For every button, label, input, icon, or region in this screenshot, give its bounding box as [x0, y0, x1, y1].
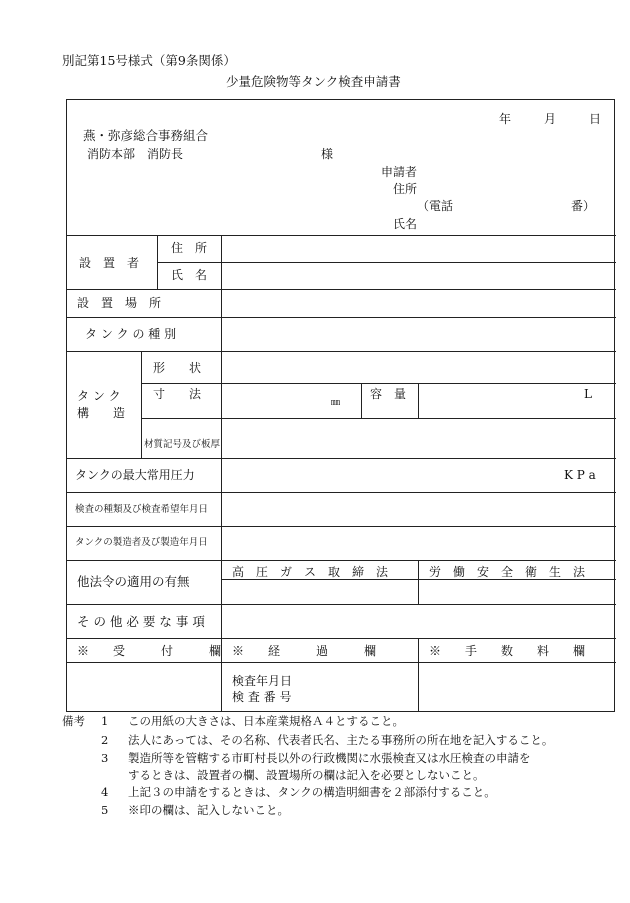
rule-capacity-left	[361, 383, 362, 418]
rule-location-bottom	[67, 317, 616, 318]
tank-type-label: タ ン ク の 種 別	[85, 327, 177, 341]
date-month: 月	[544, 112, 557, 126]
applicant-address-label: 住所	[393, 182, 418, 196]
max-pressure-label: タンクの最大常用圧力	[75, 468, 195, 482]
applicant-name-label: 氏名	[393, 217, 418, 231]
inspection-date-label: 検査年月日	[232, 674, 293, 688]
remark-4-text: 上記３の申請をするときは、タンクの構造明細書を２部添付すること。	[128, 785, 496, 799]
installer-address-label: 住 所	[171, 241, 208, 255]
addressee-honorific: 様	[321, 147, 334, 161]
form-code: 別記第15号様式（第9条関係）	[62, 53, 236, 68]
installer-label: 設 置 者	[79, 256, 140, 270]
millimeter-unit: ㎜	[331, 398, 341, 408]
rule-other-bottom	[67, 638, 616, 639]
rule-capacity-right	[418, 383, 419, 418]
tank-structure-label-line2: 構 造	[77, 406, 126, 420]
fee-column-header: ※ 手 数 料 欄	[429, 644, 586, 658]
capacity-label: 容 量	[370, 387, 407, 401]
labor-safety-law: 労 働 安 全 衛 生 法	[429, 565, 586, 579]
applicant-phone-close: 番）	[571, 199, 596, 213]
inspection-type-label: 検査の種類及び検査希望年月日	[75, 504, 209, 515]
remark-1-text: この用紙の大きさは、日本産業規格Ａ４とすること。	[128, 714, 404, 728]
rule-installer-mid	[157, 262, 616, 263]
location-label: 設 置 場 所	[77, 296, 162, 310]
rule-office-header-bottom	[67, 662, 616, 663]
remark-4-number: 4	[101, 785, 109, 799]
remark-2-text: 法人にあっては、その名称、代表者氏名、主たる事務所の所在地を記入すること。	[128, 733, 554, 747]
other-laws-label: 他法令の適用の有無	[77, 574, 190, 589]
high-pressure-gas-law: 高 圧 ガ ス 取 締 法	[232, 565, 389, 579]
rule-structure-split	[141, 351, 142, 458]
rule-structure-bottom	[67, 458, 616, 459]
rule-office-split	[418, 638, 419, 711]
rule-shape-bottom	[141, 383, 616, 384]
dimensions-label: 寸 法	[153, 387, 202, 401]
rule-installer-split	[157, 235, 158, 289]
applicant-label: 申請者	[381, 165, 418, 179]
addressee-role: 消防本部 消防長	[87, 147, 184, 161]
application-form-table	[66, 99, 615, 712]
rule-inspection-bottom	[67, 526, 616, 527]
rule-type-bottom	[67, 351, 616, 352]
applicant-phone-open: （電話	[417, 199, 454, 213]
addressee-organization: 燕・弥彦総合事務組合	[83, 128, 209, 143]
installer-name-label: 氏 名	[171, 268, 208, 282]
remark-3-number: 3	[101, 751, 109, 765]
remark-5-text: ※印の欄は、記入しないこと。	[128, 803, 289, 817]
rule-laws-split	[418, 560, 419, 604]
other-matters-label: そ の 他 必 要 な 事 項	[77, 614, 205, 629]
rule-dimensions-bottom	[141, 418, 616, 419]
inspection-number-label: 検 査 番 号	[232, 690, 292, 704]
manufacturer-label: タンクの製造者及び製造年月日	[75, 537, 208, 548]
document-title: 少量危険物等タンク検査申請書	[226, 74, 401, 89]
rule-manufacturer-bottom	[67, 560, 616, 561]
rule-pressure-bottom	[67, 492, 616, 493]
remark-3-continuation: するときは、設置者の欄、設置場所の欄は記入を必要としないこと。	[128, 768, 485, 782]
rule-applicant-bottom	[67, 235, 616, 236]
date-day: 日	[589, 112, 602, 126]
remarks-label: 備考	[62, 714, 85, 728]
rule-main-split	[221, 235, 222, 711]
remark-1-number: 1	[101, 714, 109, 728]
pressure-unit: K P a	[564, 468, 596, 482]
remark-2-number: 2	[101, 733, 109, 747]
remark-5-number: 5	[101, 803, 109, 817]
progress-column-header: ※ 経 過 欄	[232, 644, 377, 658]
tank-structure-label-line1: タ ン ク	[77, 389, 121, 403]
remark-3-text: 製造所等を管轄する市町村長以外の行政機関に水張検査又は水圧検査の申請を	[128, 751, 531, 765]
rule-laws-bottom	[67, 604, 616, 605]
rule-installer-bottom	[67, 289, 616, 290]
material-thickness-label: 材質記号及び板厚	[144, 439, 221, 450]
reception-column-header: ※ 受 付 欄	[77, 644, 222, 658]
shape-label: 形 状	[153, 361, 202, 375]
liter-unit: L	[584, 387, 592, 401]
date-year: 年	[499, 112, 512, 126]
